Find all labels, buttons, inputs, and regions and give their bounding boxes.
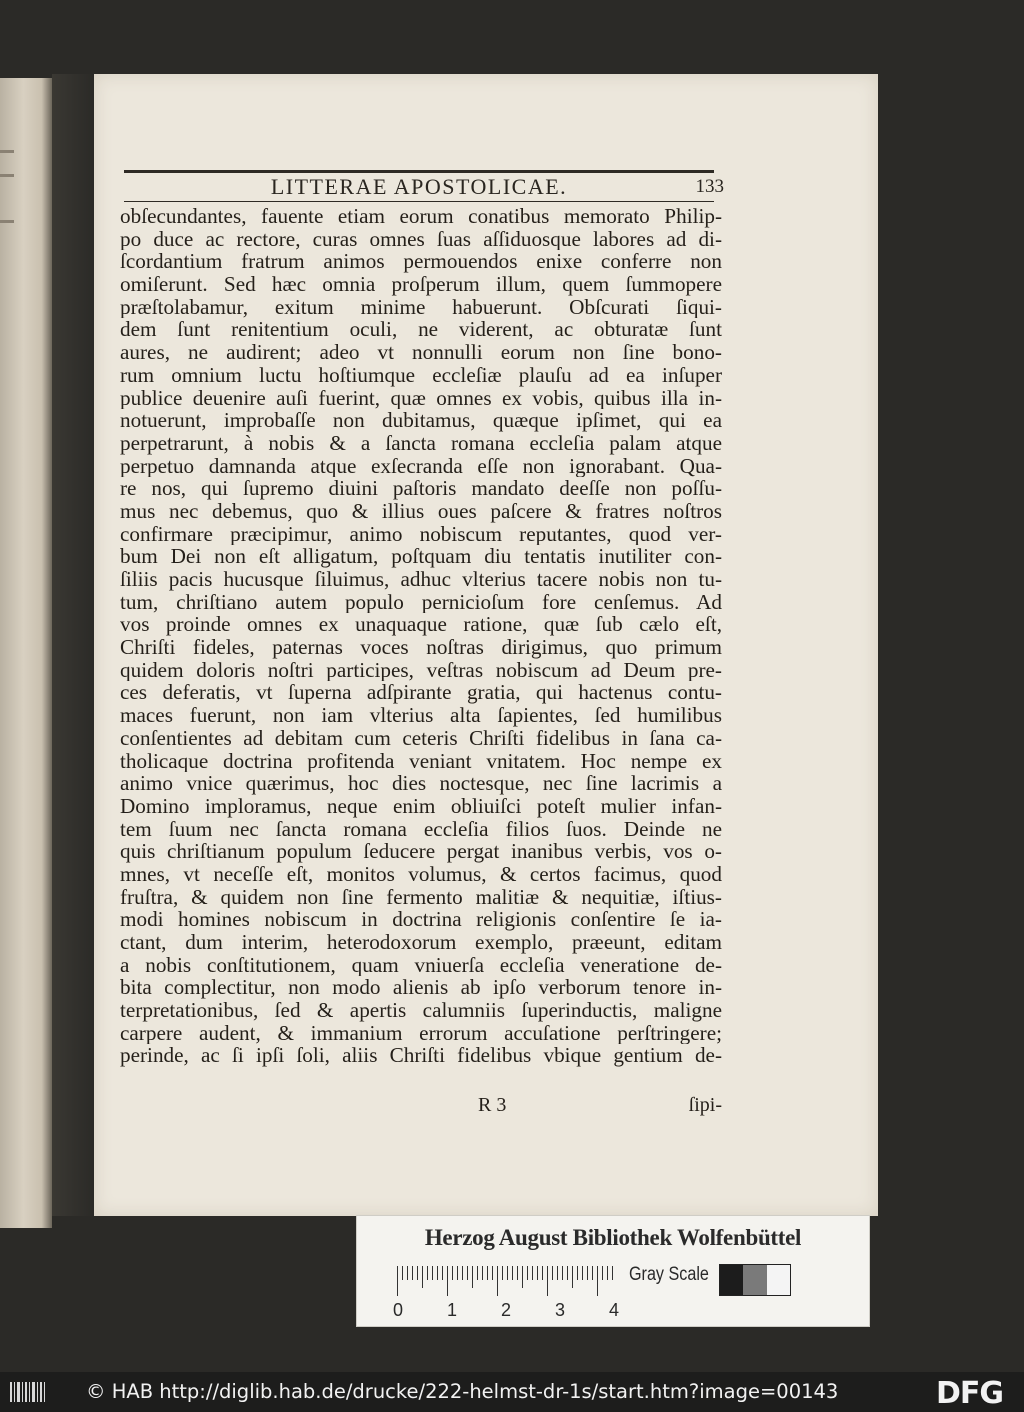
gray-scale-swatch	[719, 1264, 791, 1296]
text-line: bum Dei non eſt alligatum, poſtquam diu tentatis inutiliter con-	[120, 545, 722, 568]
text-line: ſiliis pacis hucusque ſiluimus, adhuc vlterius tacere nobis non tu-	[120, 568, 722, 591]
ruler-number: 0	[393, 1300, 404, 1320]
page-gutter-shadow	[52, 74, 94, 1216]
adjacent-page-edge	[0, 78, 52, 1228]
text-line: præſtolabamur, exitum minime habuerunt. Obſcurati ſiqui-	[120, 295, 722, 319]
text-line: dem ſunt renitentium oculi, ne viderent, ac obturatæ ſunt	[120, 318, 722, 342]
text-line: ces deferatis, vt ſuperna adſpirante gratia, qui hactenus contu-	[120, 681, 722, 705]
text-line: a nobis conſtitutionem, quam vniuerſa eccleſia veneratione de-	[120, 953, 722, 977]
text-line: omiſerunt. Sed hæc omnia proſperum illum, quem ſummopere	[120, 273, 722, 296]
text-line: Chriſti fideles, paternas voces noſtras dirigimus, quo primum	[120, 636, 722, 659]
header-rule-top	[124, 170, 714, 173]
text-line: bita complectitur, non modo alienis ab ipſo verborum tenore in-	[120, 976, 722, 1000]
text-line: ctant, dum interim, heterodoxorum exemplo, præeunt, editam	[120, 931, 722, 954]
catchword: ſipi-	[688, 1094, 722, 1116]
copyright-url[interactable]: © HAB http://diglib.hab.de/drucke/222-helmst-dr-1s/start.htm?image=00143	[86, 1380, 839, 1403]
text-line: tholicaque doctrina profitenda veniant vnitatem. Hoc nempe ex	[120, 749, 722, 773]
ruler-number: 3	[555, 1300, 566, 1320]
ruler-number: 2	[501, 1300, 512, 1320]
text-line: notuerunt, improbaſſe non dubitamus, quæque ipſimet, qui ea	[120, 409, 722, 432]
text-line: confirmare præcipimur, animo nobiscum reputantes, quod ver-	[120, 522, 722, 546]
signature-mark: R 3	[478, 1094, 507, 1116]
text-line: tum, chriſtiano autem populo pernicioſum fore cenſemus. Ad	[120, 590, 722, 614]
gray-scale-patch	[720, 1265, 743, 1295]
text-line: animo vnice quærimus, hoc dies noctesque, nec ſine lacrimis a	[120, 772, 722, 795]
text-line: ſcordantium fratrum animos permouendos enixe conferre non	[120, 250, 722, 274]
text-line: obſecundantes, fauente etiam eorum conatibus memorato Philip-	[120, 205, 722, 228]
gray-scale-label: Gray Scale	[629, 1264, 709, 1285]
text-line: fruſtra, & quidem non ſine fermento malitiæ & nequitiæ, iſtius-	[120, 885, 722, 909]
body-text	[120, 205, 722, 1067]
text-line: Domino imploramus, neque enim obliuiſci poteſt mulier infan-	[120, 794, 722, 818]
text-line: maces fuerunt, non iam vlterius alta ſapientes, ſed humilibus	[120, 704, 722, 727]
text-line: aures, ne audirent; adeo vt nonnulli eorum non ſine bono-	[120, 341, 722, 364]
gray-scale-patch	[767, 1265, 790, 1295]
text-line: mus nec debemus, quo & illius oues paſcere & fratres noſtros	[120, 499, 722, 523]
text-line: modi homines nobiscum in doctrina religionis conſentire ſe ia-	[120, 908, 722, 931]
text-line: po duce ac rectore, curas omnes ſuas aſſiduosque labores ad di-	[120, 227, 722, 251]
text-line: re nos, qui ſupremo diuini paſtoris mandato deeſſe non poſſu-	[120, 477, 722, 500]
text-line: perpetuo damnanda atque exſecranda eſſe non ignorabant. Qua-	[120, 454, 722, 478]
running-title: LITTERAE APOSTOLICAE.	[270, 174, 568, 199]
page-number: 133	[695, 176, 724, 197]
library-label	[356, 1215, 870, 1327]
gray-scale-patch	[743, 1265, 766, 1295]
text-line: quis chriſtianum populum ſeducere pergat inanibus verbis, vos o-	[120, 840, 722, 863]
ruler-number: 4	[609, 1300, 620, 1320]
text-line: carpere audent, & immanium errorum accuſatione perſtringere;	[120, 1021, 722, 1045]
text-line: vos proinde omnes ex unaquaque ratione, quæ ſub cælo eſt,	[120, 613, 722, 637]
text-line: mnes, vt neceſſe eſt, monitos volumus, & certos facimus, quod	[120, 862, 722, 886]
barcode-icon	[8, 1379, 48, 1405]
text-line: publice deuenire auſi fuerint, quæ omnes ex vobis, quibus illa in-	[120, 386, 722, 410]
text-line: rum omnium luctu hoſtiumque eccleſiæ plauſu ad ea inſuper	[120, 363, 722, 387]
text-line: perinde, ac ſi ipſi ſoli, aliis Chriſti fidelibus vbique gentium de-	[120, 1044, 722, 1068]
measuring-ruler	[397, 1266, 617, 1296]
ruler-numbers	[393, 1300, 637, 1320]
library-name: Herzog August Bibliothek Wolfenbüttel	[424, 1225, 802, 1250]
header-rule-bottom	[124, 201, 714, 202]
footer-bar	[0, 1372, 1024, 1412]
text-line: perpetrarunt, à nobis & a ſancta romana eccleſia palam atque	[120, 431, 722, 455]
text-line: tem ſuum nec ſancta romana eccleſia filios ſuos. Deinde ne	[120, 817, 722, 841]
ruler-number: 1	[447, 1300, 458, 1320]
text-line: conſentientes ad debitam cum ceteris Chriſti fidelibus in ſana ca-	[120, 726, 722, 750]
dfg-logo: DFG	[936, 1376, 1004, 1411]
text-line: terpretationibus, ſed & apertis calumniis ſuperinductis, maligne	[120, 999, 722, 1022]
text-line: quidem doloris noſtri participes, veſtras nobiscum ad Deum pre-	[120, 658, 722, 682]
